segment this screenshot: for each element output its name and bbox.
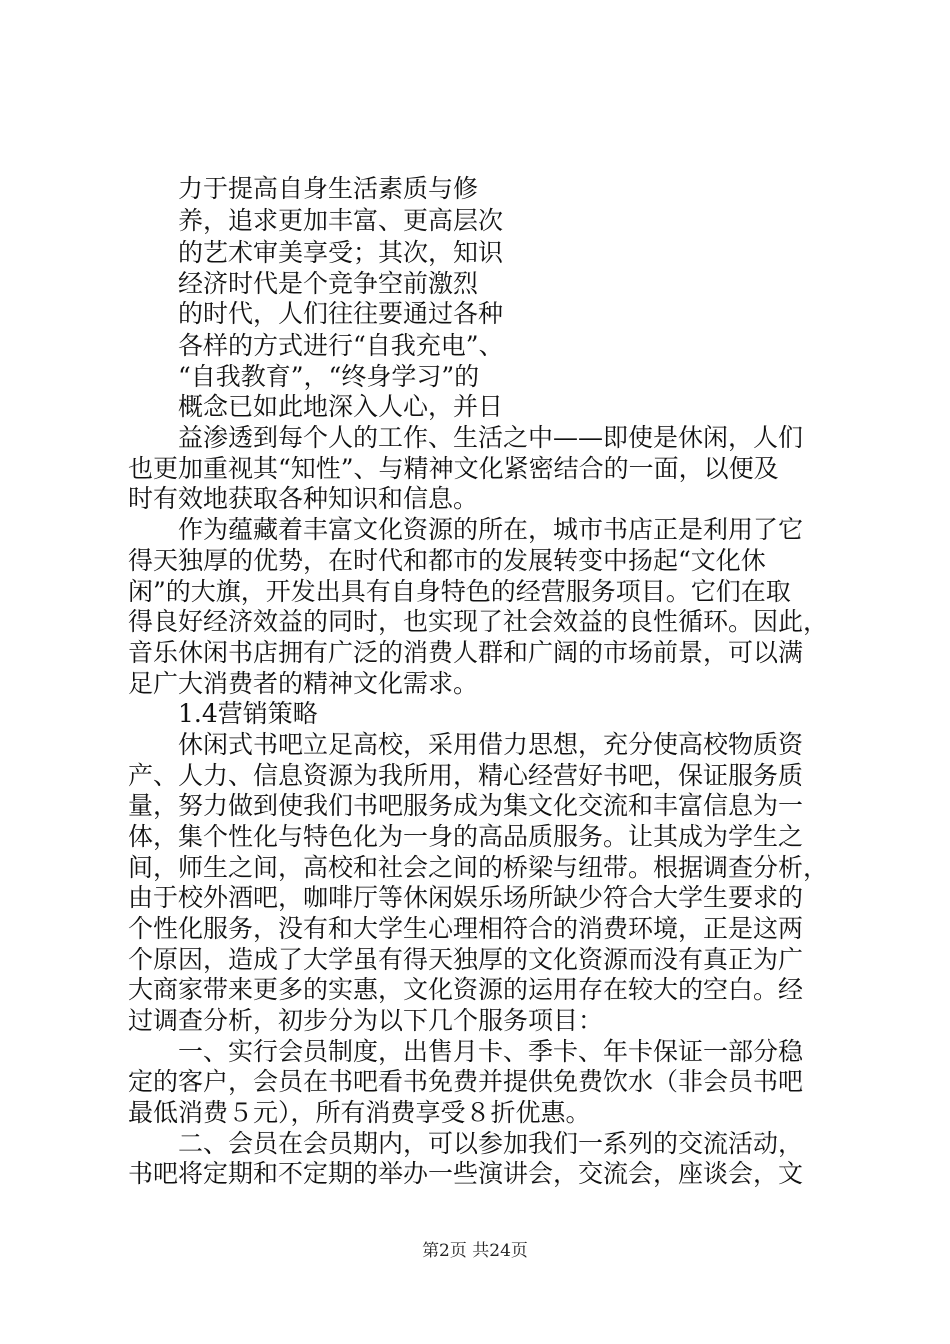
paragraph-line: 休闲式书吧立足高校，采用借力思想，充分使高校物质资	[178, 730, 804, 759]
paragraph-line: 得良好经济效益的同时，也实现了社会效益的良性循环。因此，	[128, 607, 829, 636]
paragraph-line: 由于校外酒吧，咖啡厅等休闲娱乐场所缺少符合大学生要求的	[128, 883, 804, 912]
paragraph-line: 间，师生之间，高校和社会之间的桥梁与纽带。根据调查分析，	[128, 853, 829, 882]
paragraph-line: 过调查分析，初步分为以下几个服务项目：	[128, 1006, 604, 1035]
paragraph-line: 闲”的大旗，开发出具有自身特色的经营服务项目。它们在取	[128, 577, 791, 606]
paragraph-line: 作为蕴藏着丰富文化资源的所在，城市书店正是利用了它	[178, 515, 804, 544]
text-line: 养，追求更加丰富、更高层次	[178, 206, 504, 235]
paragraph-line: 定的客户，会员在书吧看书免费并提供免费饮水（非会员书吧	[128, 1067, 804, 1096]
text-line: 经济时代是个竞争空前激烈	[178, 269, 479, 298]
paragraph-line: 一、实行会员制度，出售月卡、季卡、年卡保证一部分稳	[178, 1037, 804, 1066]
page-footer: 第2页 共24页	[422, 1241, 528, 1261]
text-line: 各样的方式进行“自我充电”、	[178, 331, 504, 360]
text-line: 概念已如此地深入人心，并日	[178, 392, 504, 421]
text-line: “自我教育”，“终身学习”的	[178, 362, 480, 391]
paragraph-line: 二、会员在会员期内，可以参加我们一系列的交流活动，	[178, 1129, 804, 1158]
paragraph-line: 大商家带来更多的实惠，文化资源的运用存在较大的空白。经	[128, 975, 804, 1004]
paragraph-line: 量，努力做到使我们书吧服务成为集文化交流和丰富信息为一	[128, 791, 804, 820]
paragraph-line: 也更加重视其“知性”、与精神文化紧密结合的一面，以便及	[128, 454, 779, 483]
paragraph-line: 足广大消费者的精神文化需求。	[128, 669, 479, 698]
paragraph-line: 音乐休闲书店拥有广泛的消费人群和广阔的市场前景，可以满	[128, 638, 804, 667]
paragraph-line: 个原因，造成了大学虽有得天独厚的文化资源而没有真正为广	[128, 945, 804, 974]
paragraph-line: 个性化服务，没有和大学生心理相符合的消费环境，正是这两	[128, 914, 804, 943]
paragraph-line: 得天独厚的优势，在时代和都市的发展转变中扬起“文化休	[128, 546, 766, 575]
paragraph-line: 益渗透到每个人的工作、生活之中——即使是休闲，人们	[178, 423, 804, 452]
text-line: 的时代，人们往往要通过各种	[178, 299, 504, 328]
paragraph-line: 书吧将定期和不定期的举办一些演讲会，交流会，座谈会，文	[128, 1159, 804, 1188]
paragraph-line: 时有效地获取各种知识和信息。	[128, 484, 479, 513]
paragraph-line: 最低消费５元），所有消费享受８折优惠。	[128, 1098, 591, 1127]
section-heading: 1.4营销策略	[178, 699, 318, 728]
text-line: 力于提高自身生活素质与修	[178, 174, 479, 203]
paragraph-line: 体，集个性化与特色化为一身的高品质服务。让其成为学生之	[128, 822, 804, 851]
text-line: 的艺术审美享受；其次，知识	[178, 238, 504, 267]
paragraph-line: 产、人力、信息资源为我所用，精心经营好书吧，保证服务质	[128, 761, 804, 790]
